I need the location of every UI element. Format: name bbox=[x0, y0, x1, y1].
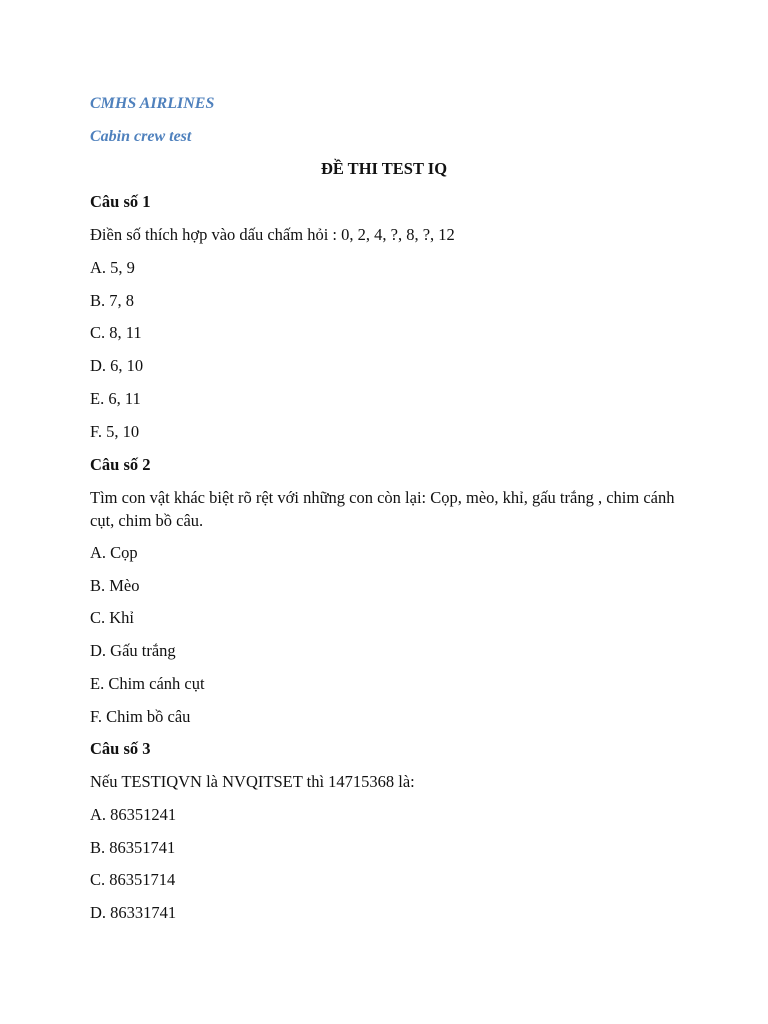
question-1-prompt: Điền số thích hợp vào dấu chấm hỏi : 0, 2, 4, ?, 8, ?, 12 bbox=[90, 225, 455, 244]
question-2-heading: Câu số 2 bbox=[90, 455, 151, 474]
question-1-option-b: B. 7, 8 bbox=[90, 291, 135, 310]
question-1-option-a: A. 5, 9 bbox=[90, 258, 135, 277]
question-3-option-d: D. 86331741 bbox=[90, 903, 177, 922]
question-3-prompt: Nếu TESTIQVN là NVQITSET thì 14715368 là: bbox=[90, 772, 415, 791]
question-3-option-b: B. 86351741 bbox=[90, 838, 176, 857]
question-1-heading: Câu số 1 bbox=[90, 192, 151, 211]
question-1-option-e: E. 6, 11 bbox=[90, 389, 141, 408]
page-title: ĐỀ THI TEST IQ bbox=[320, 159, 448, 178]
question-2-prompt: Tìm con vật khác biệt rõ rệt với những con còn lại: Cọp, mèo, khỉ, gấu trắng , chim cánh cụt, chim bồ câu. bbox=[90, 488, 675, 530]
company-name: CMHS AIRLINES bbox=[90, 95, 215, 112]
test-subtitle: Cabin crew test bbox=[90, 128, 192, 145]
question-1-option-c: C. 8, 11 bbox=[90, 323, 142, 342]
question-3-option-a: A. 86351241 bbox=[90, 805, 177, 824]
question-3-heading: Câu số 3 bbox=[90, 739, 151, 758]
question-1-option-d: D. 6, 10 bbox=[90, 356, 144, 375]
question-2-option-f: F. Chim bồ câu bbox=[90, 707, 191, 726]
question-1-option-f: F. 5, 10 bbox=[90, 422, 140, 441]
question-2-option-d: D. Gấu trắng bbox=[90, 641, 176, 660]
question-2-option-a: A. Cọp bbox=[90, 543, 138, 562]
question-3-option-c: C. 86351714 bbox=[90, 870, 176, 889]
question-2-option-e: E. Chim cánh cụt bbox=[90, 674, 205, 693]
question-2-option-b: B. Mèo bbox=[90, 576, 140, 595]
question-2-option-c: C. Khỉ bbox=[90, 608, 135, 627]
